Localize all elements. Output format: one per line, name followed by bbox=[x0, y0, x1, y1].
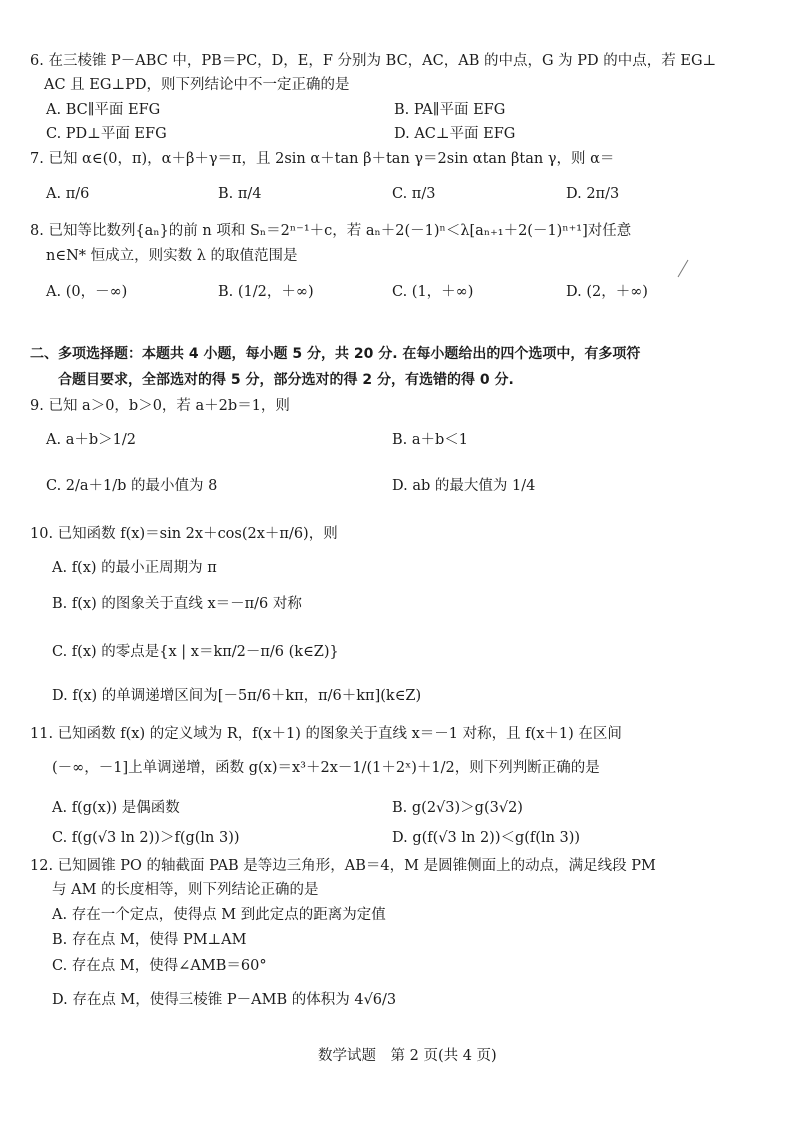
q8-option-d: D. (2，＋∞) bbox=[566, 284, 648, 300]
q11-option-d: D. g(f(√3 ln 2))＜g(f(ln 3)) bbox=[392, 830, 581, 846]
q8-stem-line1: 8. 已知等比数列{aₙ}的前 n 项和 Sₙ＝2ⁿ⁻¹＋c，若 aₙ＋2(－1)ⁿ＜λ[aₙ₊₁＋2(－1)ⁿ⁺¹]对任意 bbox=[30, 223, 632, 239]
q9-option-a: A. a＋b＞1/2 bbox=[46, 432, 136, 448]
q10-option-d: D. f(x) 的单调递增区间为[－5π/6＋kπ，π/6＋kπ](k∈Z) bbox=[52, 688, 422, 704]
section2-title-line1: 二、多项选择题：本题共 4 小题，每小题 5 分，共 20 分. 在每小题给出的四个选项中，有多项符 bbox=[30, 346, 641, 362]
section2-title-line2: 合题目要求，全部选对的得 5 分，部分选对的得 2 分，有选错的得 0 分. bbox=[58, 372, 514, 388]
q11-stem-line2: (－∞，－1]上单调递增，函数 g(x)＝x³＋2x－1/(1＋2ˣ)＋1/2，则下列判断正确的是 bbox=[52, 760, 600, 776]
q9-option-d: D. ab 的最大值为 1/4 bbox=[392, 478, 536, 494]
q6-stem-line1: 6. 在三棱锥 P－ABC 中，PB＝PC，D，E，F 分别为 BC，AC，AB 的中点，G 为 PD 的中点，若 EG⊥ bbox=[30, 53, 717, 69]
q9-option-c: C. 2/a＋1/b 的最小值为 8 bbox=[46, 478, 218, 494]
q7-option-c: C. π/3 bbox=[392, 186, 436, 202]
page-footer: 数学试题 第 2 页(共 4 页) bbox=[318, 1048, 497, 1064]
q7-stem: 7. 已知 α∈(0，π)，α＋β＋γ＝π，且 2sin α＋tan β＋tan γ＝2sin αtan βtan γ，则 α＝ bbox=[30, 151, 615, 167]
q6-option-d: D. AC⊥平面 EFG bbox=[394, 126, 516, 142]
q12-stem-line1: 12. 已知圆锥 PO 的轴截面 PAB 是等边三角形，AB＝4，M 是圆锥侧面上的动点，满足线段 PM bbox=[30, 858, 656, 874]
q10-option-b: B. f(x) 的图象关于直线 x＝－π/6 对称 bbox=[52, 596, 302, 612]
q8-option-a: A. (0，－∞) bbox=[46, 284, 128, 300]
q6-option-a: A. BC∥平面 EFG bbox=[46, 102, 161, 118]
q10-stem: 10. 已知函数 f(x)＝sin 2x＋cos(2x＋π/6)，则 bbox=[30, 526, 338, 542]
q8-option-c: C. (1，＋∞) bbox=[392, 284, 474, 300]
q12-option-a: A. 存在一个定点，使得点 M 到此定点的距离为定值 bbox=[52, 907, 386, 923]
q10-option-a: A. f(x) 的最小正周期为 π bbox=[52, 560, 217, 576]
q11-option-a: A. f(g(x)) 是偶函数 bbox=[52, 800, 180, 816]
q12-stem-line2: 与 AM 的长度相等，则下列结论正确的是 bbox=[52, 882, 319, 898]
q12-option-c: C. 存在点 M，使得∠AMB＝60° bbox=[52, 958, 267, 974]
q9-stem: 9. 已知 a＞0，b＞0，若 a＋2b＝1，则 bbox=[30, 398, 290, 414]
q8-option-b: B. (1/2，＋∞) bbox=[218, 284, 314, 300]
pen-stroke-mark bbox=[676, 258, 690, 278]
q6-option-c: C. PD⊥平面 EFG bbox=[46, 126, 167, 142]
q6-option-b: B. PA∥平面 EFG bbox=[394, 102, 506, 118]
q6-stem-line2: AC 且 EG⊥PD，则下列结论中不一定正确的是 bbox=[44, 77, 350, 93]
q7-option-d: D. 2π/3 bbox=[566, 186, 620, 202]
q7-option-b: B. π/4 bbox=[218, 186, 262, 202]
q11-option-c: C. f(g(√3 ln 2))＞f(g(ln 3)) bbox=[52, 830, 240, 846]
q12-option-d: D. 存在点 M，使得三棱锥 P－AMB 的体积为 4√6/3 bbox=[52, 992, 397, 1008]
q7-option-a: A. π/6 bbox=[46, 186, 90, 202]
q9-option-b: B. a＋b＜1 bbox=[392, 432, 469, 448]
q8-stem-line2: n∈N* 恒成立，则实数 λ 的取值范围是 bbox=[46, 248, 298, 264]
q11-option-b: B. g(2√3)＞g(3√2) bbox=[392, 800, 523, 816]
q11-stem-line1: 11. 已知函数 f(x) 的定义域为 R，f(x＋1) 的图象关于直线 x＝－1 对称，且 f(x＋1) 在区间 bbox=[30, 726, 622, 742]
q12-option-b: B. 存在点 M，使得 PM⊥AM bbox=[52, 932, 247, 948]
q10-option-c: C. f(x) 的零点是{x | x＝kπ/2－π/6 (k∈Z)} bbox=[52, 644, 339, 660]
